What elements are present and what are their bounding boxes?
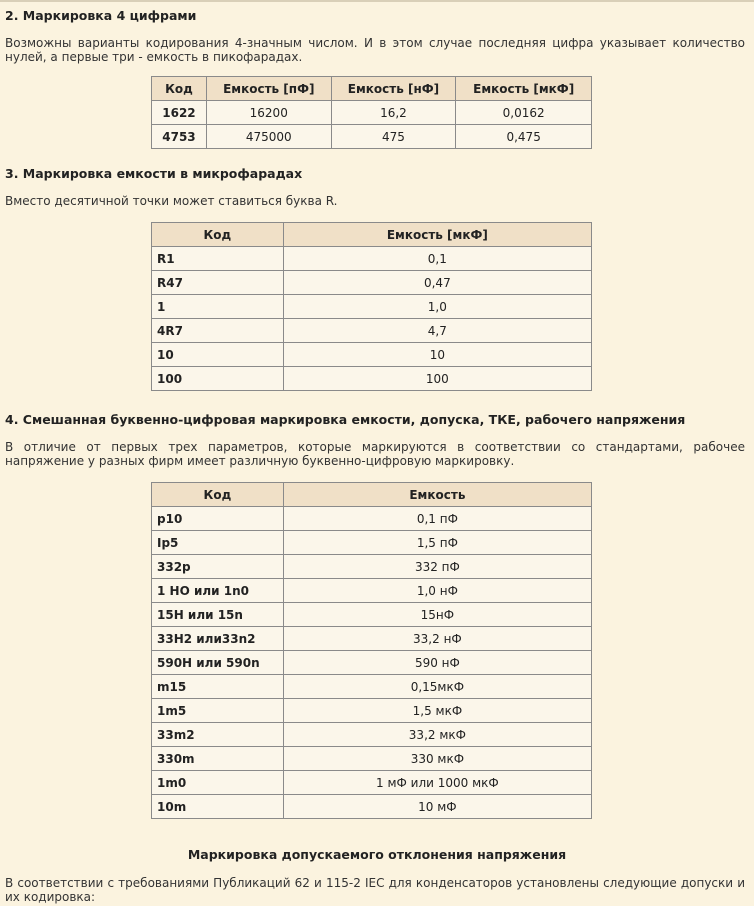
value-cell: 0,15мкФ <box>283 675 591 699</box>
value-cell: 0,475 <box>456 125 592 149</box>
value-cell: 0,47 <box>283 271 591 295</box>
table-row <box>152 555 592 579</box>
section3-text: Вместо десятичной точки может ставиться буква R. <box>5 194 338 208</box>
table-row <box>152 125 592 149</box>
col-header: Емкость [пФ] <box>206 77 331 101</box>
top-divider <box>0 0 754 2</box>
table-row <box>152 271 592 295</box>
table-row <box>152 771 592 795</box>
value-cell: 33,2 мкФ <box>283 723 591 747</box>
col-header: Емкость [мкФ] <box>456 77 592 101</box>
value-cell: 4,7 <box>283 319 591 343</box>
col-header: Код <box>152 483 284 507</box>
section4-heading: 4. Смешанная буквенно-цифровая маркировка емкости, допуска, ТКЕ, рабочего напряжения <box>5 412 686 427</box>
value-cell: 330 мкФ <box>283 747 591 771</box>
value-cell: 1,0 нФ <box>283 579 591 603</box>
value-cell: 1 мФ или 1000 мкФ <box>283 771 591 795</box>
code-cell: 1m0 <box>152 771 284 795</box>
table-row <box>152 579 592 603</box>
value-cell: 100 <box>283 367 591 391</box>
tolerance-title: Маркировка допускаемого отклонения напряжения <box>187 847 567 862</box>
section2-heading: 2. Маркировка 4 цифрами <box>5 8 197 23</box>
code-cell: 15Н или 15n <box>152 603 284 627</box>
value-cell: 10 мФ <box>283 795 591 819</box>
value-cell: 16,2 <box>331 101 456 125</box>
code-cell: 1622 <box>152 101 207 125</box>
code-cell: 1 <box>152 295 284 319</box>
value-cell: 0,0162 <box>456 101 592 125</box>
code-cell: m15 <box>152 675 284 699</box>
code-cell: 33m2 <box>152 723 284 747</box>
code-cell: 10 <box>152 343 284 367</box>
value-cell: 15нФ <box>283 603 591 627</box>
mixed-marking-table <box>151 482 592 819</box>
table-header-row <box>152 223 592 247</box>
table-row <box>152 531 592 555</box>
code-cell: 4753 <box>152 125 207 149</box>
table-row <box>152 367 592 391</box>
col-header: Емкость [мкФ] <box>283 223 591 247</box>
value-cell: 16200 <box>206 101 331 125</box>
section3-heading: 3. Маркировка емкости в микрофарадах <box>5 166 303 181</box>
code-cell: 1m5 <box>152 699 284 723</box>
col-header: Емкость [нФ] <box>331 77 456 101</box>
col-header: Код <box>152 223 284 247</box>
table-row <box>152 507 592 531</box>
code-cell: 33Н2 или33n2 <box>152 627 284 651</box>
code-cell: 100 <box>152 367 284 391</box>
table-row <box>152 319 592 343</box>
code-cell: 10m <box>152 795 284 819</box>
value-cell: 0,1 <box>283 247 591 271</box>
section2-text: Возможны варианты кодирования 4-значным числом. И в этом случае последняя цифра указывает количество нулей, а первые три - емкость в пикофарадах. <box>5 36 745 64</box>
value-cell: 1,0 <box>283 295 591 319</box>
table-row <box>152 747 592 771</box>
table-row <box>152 723 592 747</box>
code-cell: 1 НО или 1n0 <box>152 579 284 603</box>
value-cell: 0,1 пФ <box>283 507 591 531</box>
value-cell: 332 пФ <box>283 555 591 579</box>
table-header-row <box>152 483 592 507</box>
table-row <box>152 101 592 125</box>
section4-text: В отличие от первых трех параметров, которые маркируются в соответствии со стандартами, рабочее напряжение у разных фирм имеет различную буквенно-цифровую маркировку. <box>5 440 745 468</box>
table-row <box>152 295 592 319</box>
value-cell: 1,5 мкФ <box>283 699 591 723</box>
microfarad-table <box>151 222 592 391</box>
table-row <box>152 651 592 675</box>
code-cell: R47 <box>152 271 284 295</box>
value-cell: 590 нФ <box>283 651 591 675</box>
code-cell: 332p <box>152 555 284 579</box>
col-header: Емкость <box>283 483 591 507</box>
table-header-row <box>152 77 592 101</box>
value-cell: 475000 <box>206 125 331 149</box>
value-cell: 1,5 пФ <box>283 531 591 555</box>
table-row <box>152 247 592 271</box>
col-header: Код <box>152 77 207 101</box>
code-cell: 590Н или 590n <box>152 651 284 675</box>
value-cell: 10 <box>283 343 591 367</box>
code-cell: R1 <box>152 247 284 271</box>
table-row <box>152 675 592 699</box>
four-digit-table <box>151 76 592 149</box>
table-row <box>152 795 592 819</box>
value-cell: 475 <box>331 125 456 149</box>
code-cell: Ip5 <box>152 531 284 555</box>
tolerance-text: В соответствии с требованиями Публикаций 62 и 115-2 IEC для конденсаторов установлены следующие допуски и их кодировка: <box>5 876 745 904</box>
code-cell: p10 <box>152 507 284 531</box>
code-cell: 4R7 <box>152 319 284 343</box>
code-cell: 330m <box>152 747 284 771</box>
value-cell: 33,2 нФ <box>283 627 591 651</box>
table-row <box>152 627 592 651</box>
table-row <box>152 603 592 627</box>
table-row <box>152 343 592 367</box>
table-row <box>152 699 592 723</box>
